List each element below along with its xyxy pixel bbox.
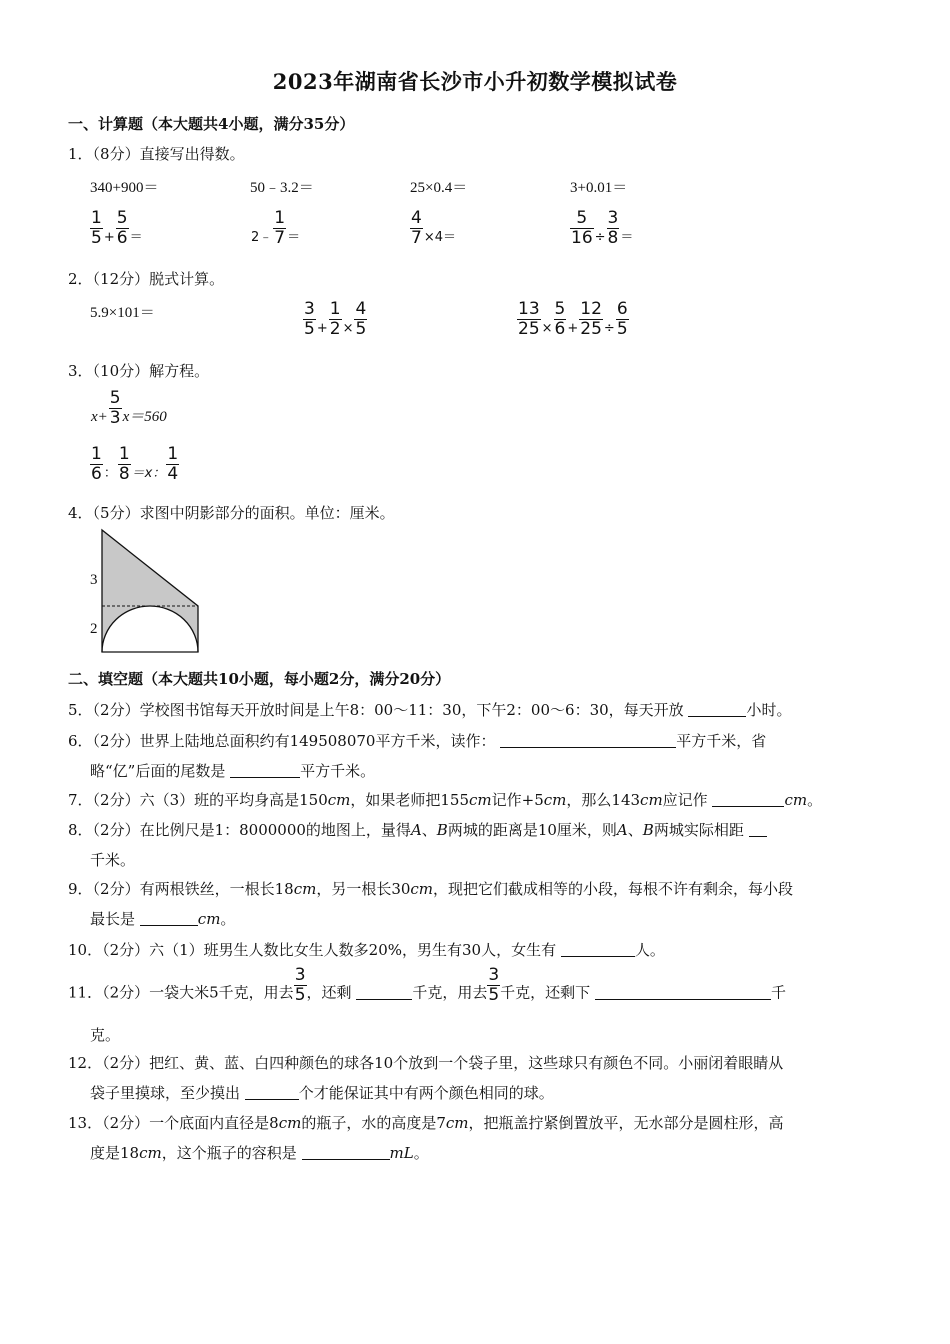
- q2-expr-1: 5.9×101＝: [90, 305, 155, 321]
- q2-expr-3: $\frac{13}{25}$ × $\frac{5}{6}$ + $\frac{12}{25}$ ÷ $\frac{6}{5}$: [518, 299, 628, 339]
- fraction: $\frac{3}{5}$: [294, 965, 306, 1005]
- fraction: $\frac{6}{5}$: [616, 299, 628, 339]
- q1-fraction-expr-2: 2﹣ $\frac{1}{7}$ ＝: [251, 208, 301, 248]
- section-heading-2: 二、填空题（本大题共10小题，每小题2分，满分20分）: [68, 670, 451, 688]
- question-5: 5．（2分）学校图书馆每天开放时间是上午8：00～11：30，下午2：00～6：30，每天开放 小时。: [68, 701, 792, 719]
- question-11-line-1: 11．（2分）一袋大米5千克，用去 $\frac{3}{5}$ ，还剩 千克，用去 $\frac{3}{5}$ 千克，还剩下 千: [68, 965, 786, 1005]
- question-3-stem: 3．（10分）解方程。: [68, 362, 210, 380]
- fraction: $\frac{1}{6}$: [91, 444, 102, 484]
- fraction: $\frac{3}{8}$: [607, 208, 619, 248]
- fraction: $\frac{1}{4}$: [167, 444, 179, 484]
- q3-equation-2: $\frac{1}{6}$ ： $\frac{1}{8}$ ＝x： $\frac{1}{4}$: [91, 444, 179, 484]
- question-8-line-2: 千米。: [90, 851, 136, 869]
- fraction: $\frac{12}{25}$: [580, 299, 602, 339]
- fraction: $\frac{1}{7}$: [274, 208, 286, 248]
- q1-fraction-expr-3: $\frac{4}{7}$ ×4＝: [411, 208, 456, 248]
- question-11-line-2: 克。: [90, 1026, 121, 1044]
- answer-blank[interactable]: [140, 910, 198, 926]
- question-9-line-2: 最长是 cm。: [90, 910, 236, 928]
- fraction: $\frac{4}{5}$: [355, 299, 367, 339]
- question-13-line-2: 度是18cm，这个瓶子的容积是 mL。: [90, 1144, 429, 1162]
- question-13-line-1: 13．（2分）一个底面内直径是8cm的瓶子，水的高度是7cm，把瓶盖拧紧倒置放平，无水部分是圆柱形，高: [68, 1114, 784, 1132]
- answer-blank[interactable]: [688, 701, 746, 717]
- q1-expr-3: 25×0.4＝: [410, 180, 468, 196]
- question-6-line-2: 略“亿”后面的尾数是 平方千米。: [90, 762, 376, 780]
- question-7: 7．（2分）六（3）班的平均身高是150cm，如果老师把155cm记作+5cm，那么143cm应记作 cm。: [68, 791, 823, 809]
- question-12-line-1: 12．（2分）把红、黄、蓝、白四种颜色的球各10个放到一个袋子里，这些球只有颜色不同。小丽闭着眼睛从: [68, 1054, 784, 1072]
- answer-blank[interactable]: [356, 984, 412, 1000]
- fraction: $\frac{1}{8}$: [118, 444, 130, 484]
- answer-blank[interactable]: [595, 984, 771, 1000]
- question-2-stem: 2．（12分）脱式计算。: [68, 270, 225, 288]
- q1-fraction-expr-4: $\frac{5}{16}$ ÷ $\frac{3}{8}$ ＝: [571, 208, 634, 248]
- figure-label-2: 2: [90, 621, 98, 637]
- fraction: $\frac{13}{25}$: [518, 299, 540, 339]
- question-12-line-2: 袋子里摸球，至少摸出 个才能保证其中有两个颜色相同的球。: [90, 1084, 554, 1102]
- fraction: $\frac{5}{3}$: [109, 388, 121, 428]
- fraction: $\frac{5}{6}$: [554, 299, 566, 339]
- answer-blank[interactable]: [230, 762, 300, 778]
- answer-blank[interactable]: [561, 941, 635, 957]
- fraction: $\frac{5}{16}$: [571, 208, 593, 248]
- q1-expr-2: 50﹣3.2＝: [250, 180, 314, 196]
- fraction: $\frac{3}{5}$: [304, 299, 315, 339]
- q1-expr-1: 340+900＝: [90, 180, 159, 196]
- fraction: $\frac{1}{5}$: [91, 208, 102, 248]
- page-title: 2023年湖南省长沙市小升初数学模拟试卷: [272, 69, 678, 94]
- fraction: $\frac{3}{5}$: [488, 965, 500, 1005]
- fraction: $\frac{5}{6}$: [116, 208, 128, 248]
- q3-equation-1: x+ $\frac{5}{3}$ x＝560: [91, 388, 167, 428]
- question-4-stem: 4．（5分）求图中阴影部分的面积。单位：厘米。: [68, 504, 395, 522]
- answer-blank[interactable]: [245, 1084, 299, 1100]
- question-8-line-1: 8．（2分）在比例尺是1：8000000的地图上，量得A、B两城的距离是10厘米，则A、B两城实际相距: [68, 819, 767, 840]
- question-10: 10．（2分）六（1）班男生人数比女生人数多20%，男生有30人，女生有 人。: [68, 941, 665, 959]
- q1-expr-4: 3+0.01＝: [570, 180, 628, 196]
- q1-fraction-expr-1: $\frac{1}{5}$ + $\frac{5}{6}$ ＝: [91, 208, 143, 248]
- fraction: $\frac{1}{2}$: [329, 299, 341, 339]
- shaded-area-figure: [86, 526, 206, 658]
- fraction: $\frac{4}{7}$: [411, 208, 422, 248]
- q2-expr-2: $\frac{3}{5}$ + $\frac{1}{2}$ × $\frac{4}{5}$: [304, 299, 367, 339]
- section-heading-1: 一、计算题（本大题共4小题，满分35分）: [68, 115, 355, 133]
- question-9-line-1: 9．（2分）有两根铁丝，一根长18cm，另一根长30cm，现把它们截成相等的小段，每根不许有剩余，每小段: [68, 880, 794, 898]
- answer-blank[interactable]: [500, 732, 676, 748]
- question-1-stem: 1．（8分）直接写出得数。: [68, 145, 245, 163]
- answer-blank[interactable]: [302, 1144, 390, 1160]
- figure-label-3: 3: [90, 572, 98, 588]
- answer-blank[interactable]: [712, 791, 784, 807]
- question-6-line-1: 6．（2分）世界上陆地总面积约有149508070平方千米，读作： 平方千米，省: [68, 732, 767, 750]
- answer-blank[interactable]: [749, 821, 767, 837]
